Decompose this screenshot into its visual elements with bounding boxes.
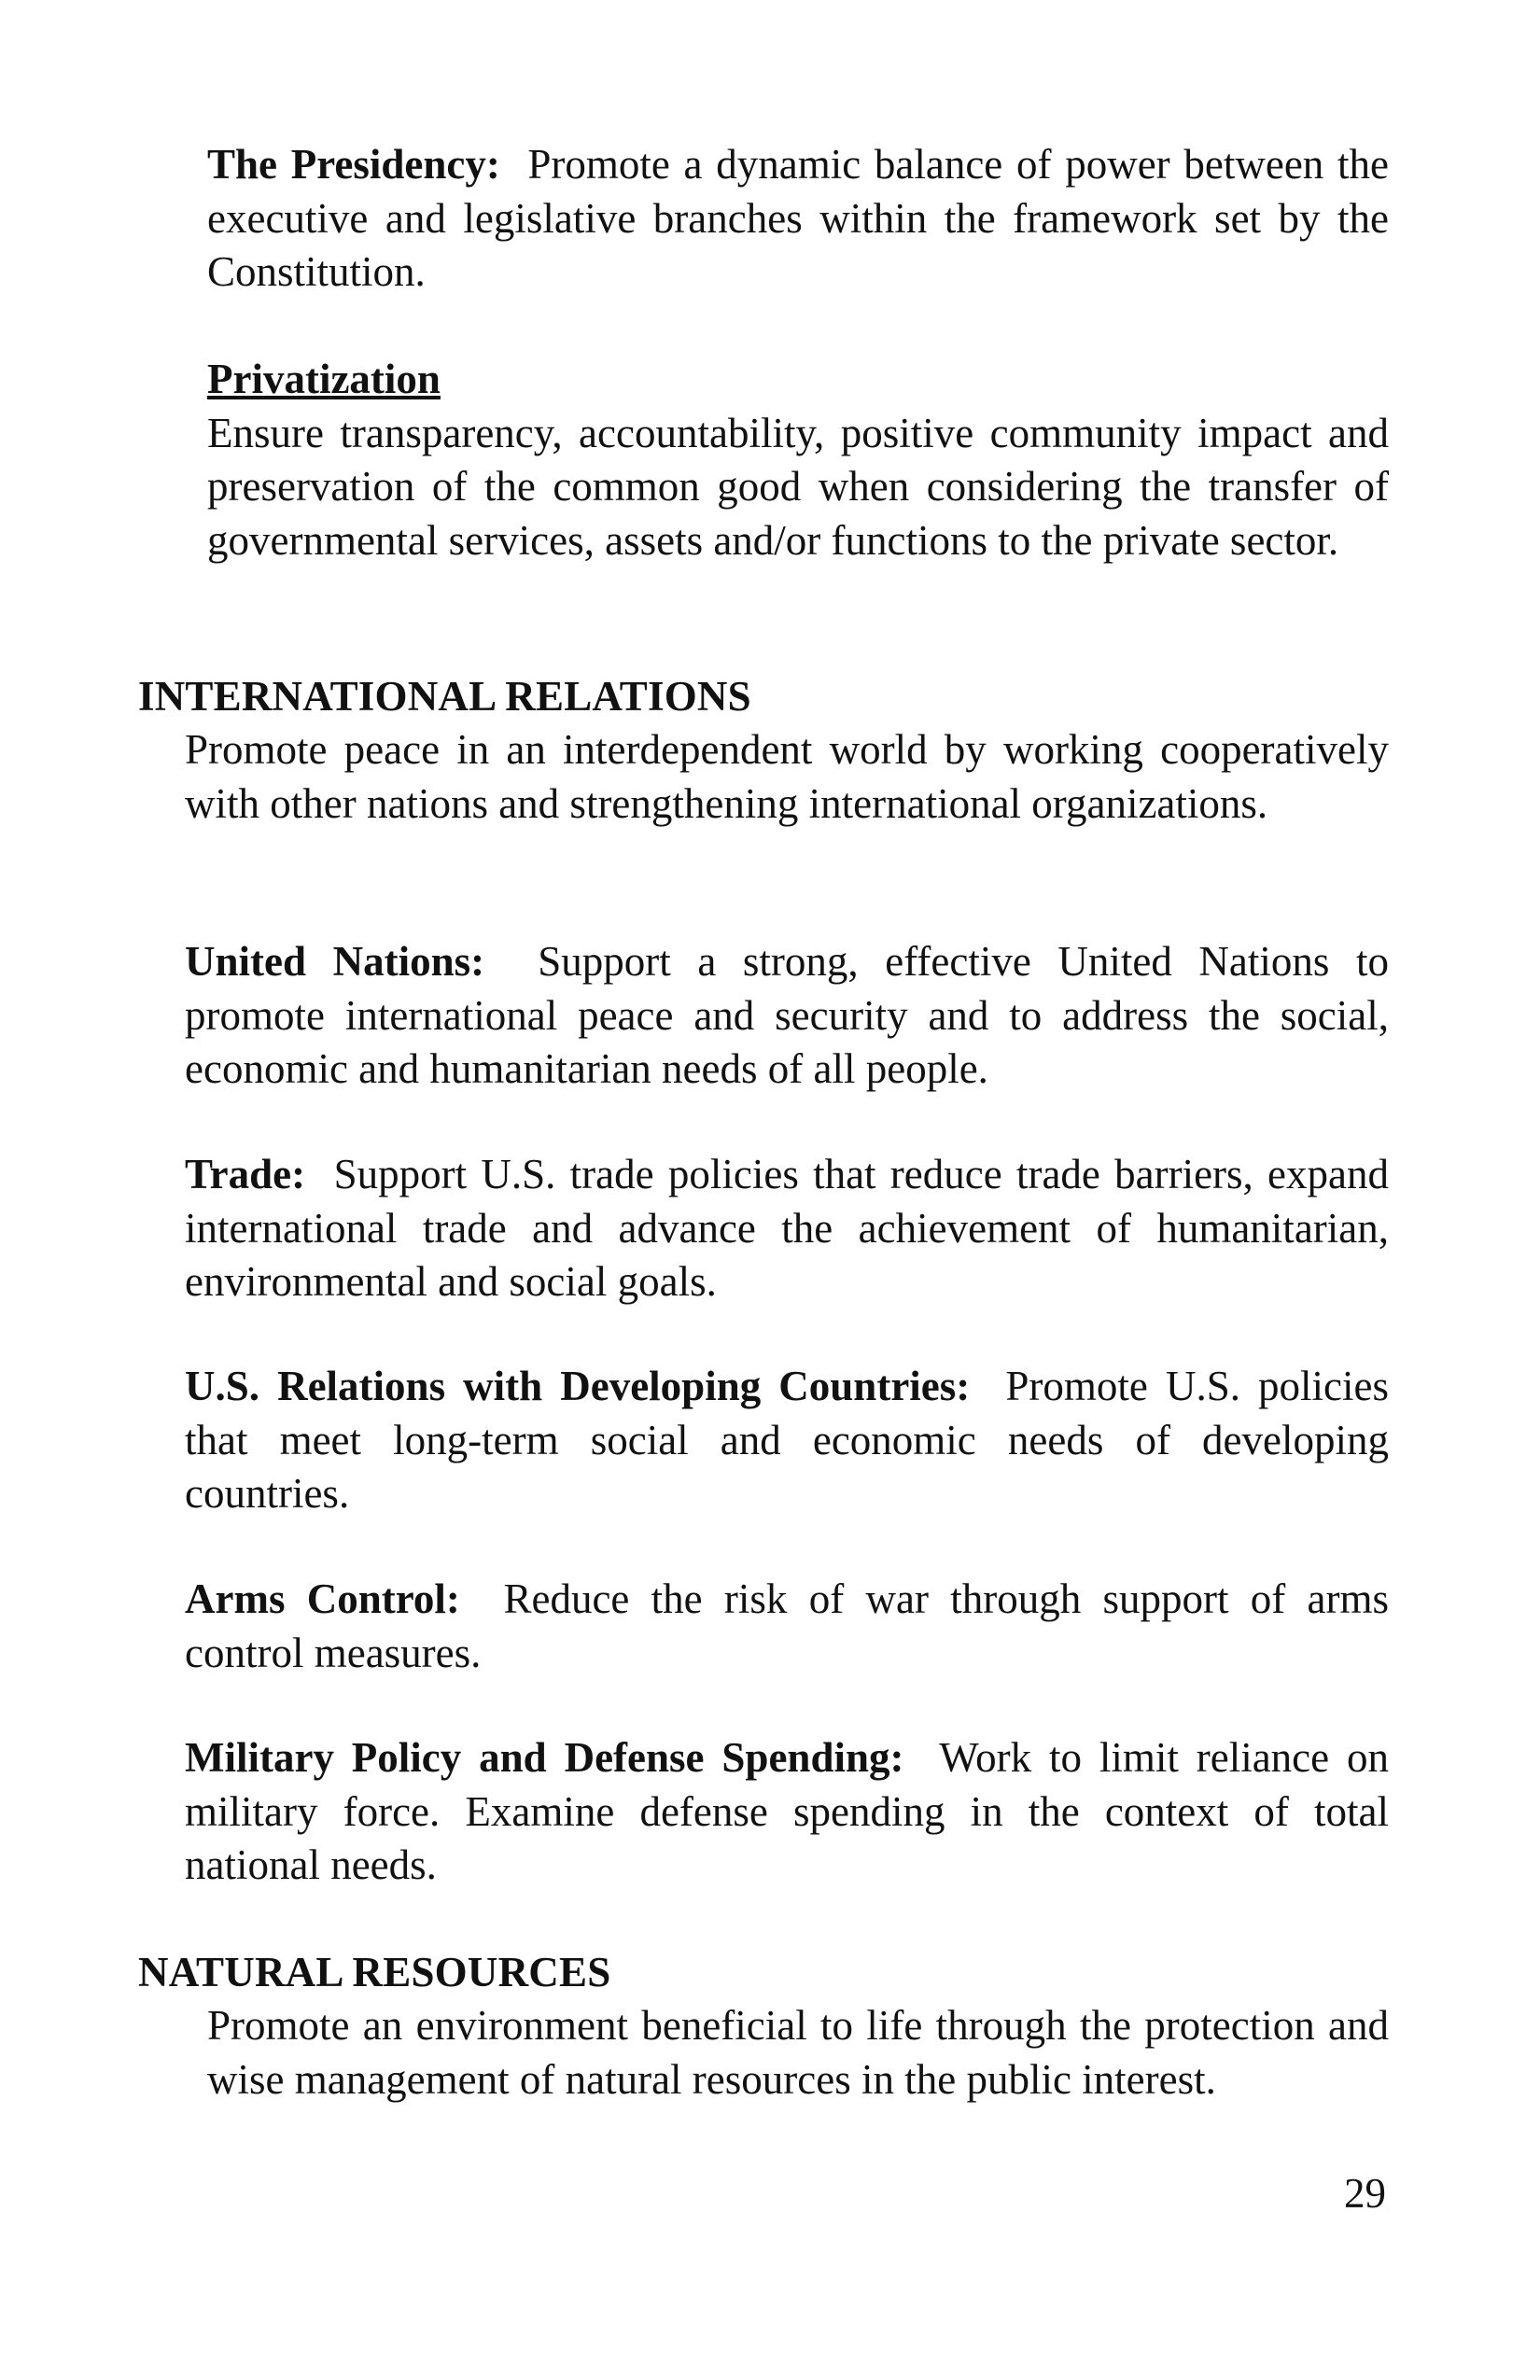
international-relations-intro-block bbox=[185, 723, 1389, 831]
privatization-heading: Privatization bbox=[207, 356, 441, 402]
international-relations-heading: INTERNATIONAL RELATIONS bbox=[138, 673, 751, 720]
privatization-text: Ensure transparency, accountability, positive community impact and preservation of the common good when considering the transfer of governmental services, assets and/or functions to the private sector. bbox=[207, 409, 1389, 564]
united-nations-heading: United Nations: bbox=[185, 938, 485, 985]
natural-resources-heading-block bbox=[138, 1946, 1389, 2000]
arms-control-section bbox=[185, 1573, 1389, 1680]
presidency-text: Promote a dynamic balance of power between the executive and legislative branches within the framework set by the Constitution. bbox=[207, 141, 1390, 295]
trade-section bbox=[185, 1148, 1389, 1309]
trade-heading: Trade: bbox=[185, 1151, 306, 1197]
arms-control-paragraph bbox=[185, 1573, 1389, 1680]
developing-countries-heading: U.S. Relations with Developing Countries: bbox=[185, 1363, 971, 1409]
trade-text: Support U.S. trade policies that reduce trade barriers, expand international trade and advance the achievement of humanitarian, environmental and social goals. bbox=[185, 1151, 1389, 1305]
military-policy-text: Work to limit reliance on military force. Examine defense spending in the context of total national needs. bbox=[185, 1734, 1389, 1888]
military-policy-heading: Military Policy and Defense Spending: bbox=[185, 1734, 904, 1781]
developing-countries-section bbox=[185, 1360, 1389, 1521]
natural-resources-text: Promote an environment beneficial to life through the protection and wise management of natural resources in the public interest. bbox=[207, 2002, 1389, 2103]
presidency-heading: The Presidency: bbox=[207, 141, 500, 188]
united-nations-paragraph bbox=[185, 935, 1389, 1097]
trade-paragraph bbox=[185, 1148, 1389, 1309]
privatization-section bbox=[207, 353, 1389, 567]
international-relations-heading-block bbox=[138, 670, 1389, 724]
arms-control-text: Reduce the risk of war through support of arms control measures. bbox=[185, 1575, 1389, 1676]
military-policy-section bbox=[185, 1731, 1389, 1893]
natural-resources-heading: NATURAL RESOURCES bbox=[138, 1949, 611, 1995]
developing-countries-paragraph bbox=[185, 1360, 1389, 1521]
page-number: 29 bbox=[1344, 2170, 1386, 2217]
international-relations-intro: Promote peace in an interdependent world by working cooperatively with other nations and strengthening international organizations. bbox=[185, 726, 1389, 827]
united-nations-section bbox=[185, 935, 1389, 1097]
presidency-section bbox=[207, 138, 1389, 300]
arms-control-heading: Arms Control: bbox=[185, 1575, 460, 1622]
developing-countries-text: Promote U.S. policies that meet long-term social and economic needs of developing countries. bbox=[185, 1363, 1389, 1517]
natural-resources-text-block bbox=[207, 1999, 1389, 2107]
military-policy-paragraph bbox=[185, 1731, 1389, 1893]
presidency-paragraph bbox=[207, 138, 1389, 300]
united-nations-text: Support a strong, effective United Nations to promote international peace and security and to address the social, economic and humanitarian needs of all people. bbox=[185, 938, 1389, 1092]
